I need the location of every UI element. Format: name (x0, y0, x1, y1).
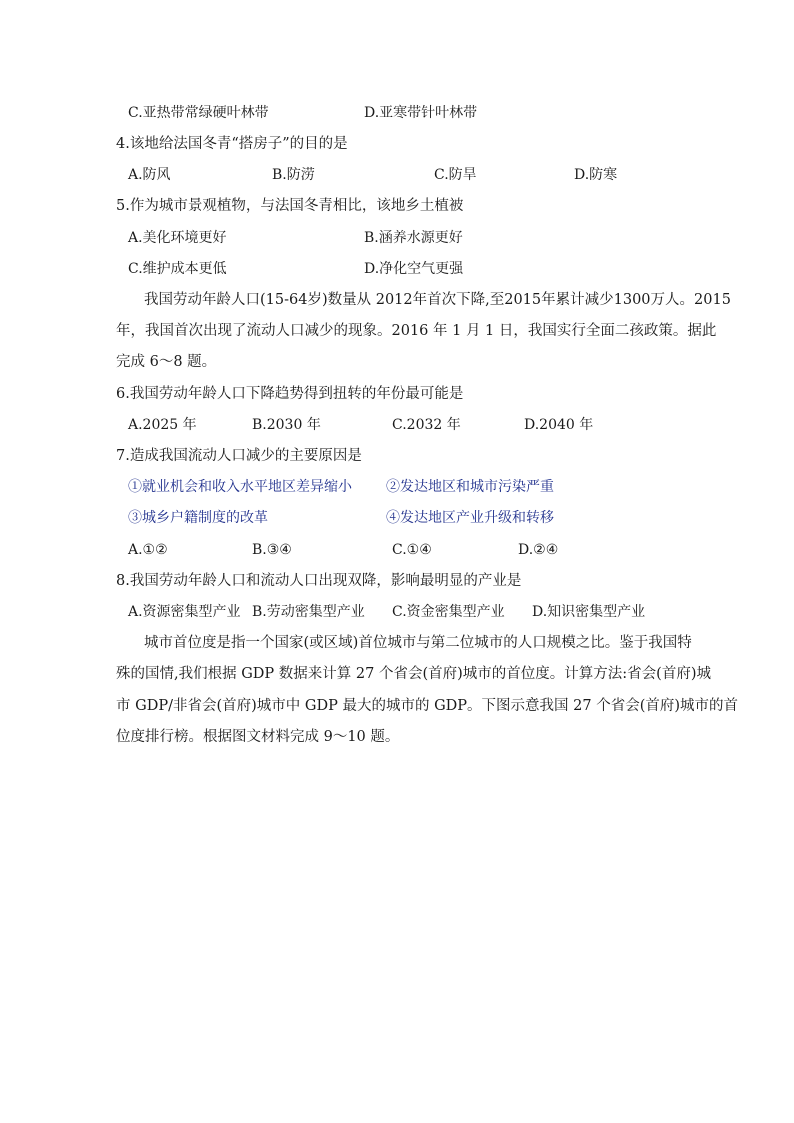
q5-option-d: D.净化空气更强 (364, 261, 464, 277)
q7-item-3: ③城乡户籍制度的改革 (128, 510, 268, 526)
passage1-line-3: 完成 6～8 题。 (116, 354, 217, 370)
passage2-line-4: 位度排行榜。根据图文材料完成 9～10 题。 (116, 729, 400, 745)
q7-stem: 7.造成我国流动人口减少的主要原因是 (116, 448, 362, 464)
q6-option-a: A.2025 年 (128, 417, 197, 433)
q4-option-b: B.防涝 (272, 167, 315, 183)
passage2-line-1: 城市首位度是指一个国家(或区域)首位城市与第二位城市的人口规模之比。鉴于我国特 (144, 635, 692, 651)
q3-option-d: D.亚寒带针叶林带 (364, 105, 478, 121)
q7-item-4: ④发达地区产业升级和转移 (386, 510, 554, 526)
q6-option-c: C.2032 年 (392, 417, 461, 433)
passage2-line-2: 殊的国情,我们根据 GDP 数据来计算 27 个省会(首府)城市的首位度。计算方法:省会(首府)城 (116, 666, 711, 682)
q6-option-d: D.2040 年 (524, 417, 594, 433)
q7-item-1: ①就业机会和收入水平地区差异缩小 (128, 479, 352, 495)
q8-option-d: D.知识密集型产业 (532, 604, 646, 620)
q4-option-a: A.防风 (128, 167, 171, 183)
q5-option-a: A.美化环境更好 (128, 230, 227, 246)
q8-option-a: A.资源密集型产业 (128, 604, 241, 620)
q6-stem: 6.我国劳动年龄人口下降趋势得到扭转的年份最可能是 (116, 386, 464, 402)
q5-option-b: B.涵养水源更好 (364, 230, 463, 246)
q6-option-b: B.2030 年 (252, 417, 321, 433)
q4-option-c: C.防旱 (434, 167, 477, 183)
q7-item-2: ②发达地区和城市污染严重 (386, 479, 554, 495)
q7-option-a: A.①② (128, 542, 168, 558)
passage1-line-1: 我国劳动年龄人口(15-64岁)数量从 2012年首次下降,至2015年累计减少1300万人。2015 (144, 292, 731, 308)
q8-option-b: B.劳动密集型产业 (252, 604, 365, 620)
passage2-line-3: 市 GDP/非省会(首府)城市中 GDP 最大的城市的 GDP。下图示意我国 27 个省会(首府)城市的首 (116, 698, 739, 714)
q5-option-c: C.维护成本更低 (128, 261, 227, 277)
q4-option-d: D.防寒 (574, 167, 618, 183)
q7-option-d: D.②④ (518, 542, 559, 558)
q7-option-c: C.①④ (392, 542, 432, 558)
q8-stem: 8.我国劳动年龄人口和流动人口出现双降，影响最明显的产业是 (116, 573, 522, 589)
q4-stem: 4.该地给法国冬青“搭房子”的目的是 (116, 136, 348, 152)
q7-option-b: B.③④ (252, 542, 292, 558)
q5-stem: 5.作为城市景观植物，与法国冬青相比，该地乡土植被 (116, 198, 464, 214)
q8-option-c: C.资金密集型产业 (392, 604, 505, 620)
q3-option-c: C.亚热带常绿硬叶林带 (128, 105, 269, 121)
passage1-line-2: 年，我国首次出现了流动人口减少的现象。2016 年 1 月 1 日，我国实行全面二孩政策。据此 (116, 323, 717, 339)
